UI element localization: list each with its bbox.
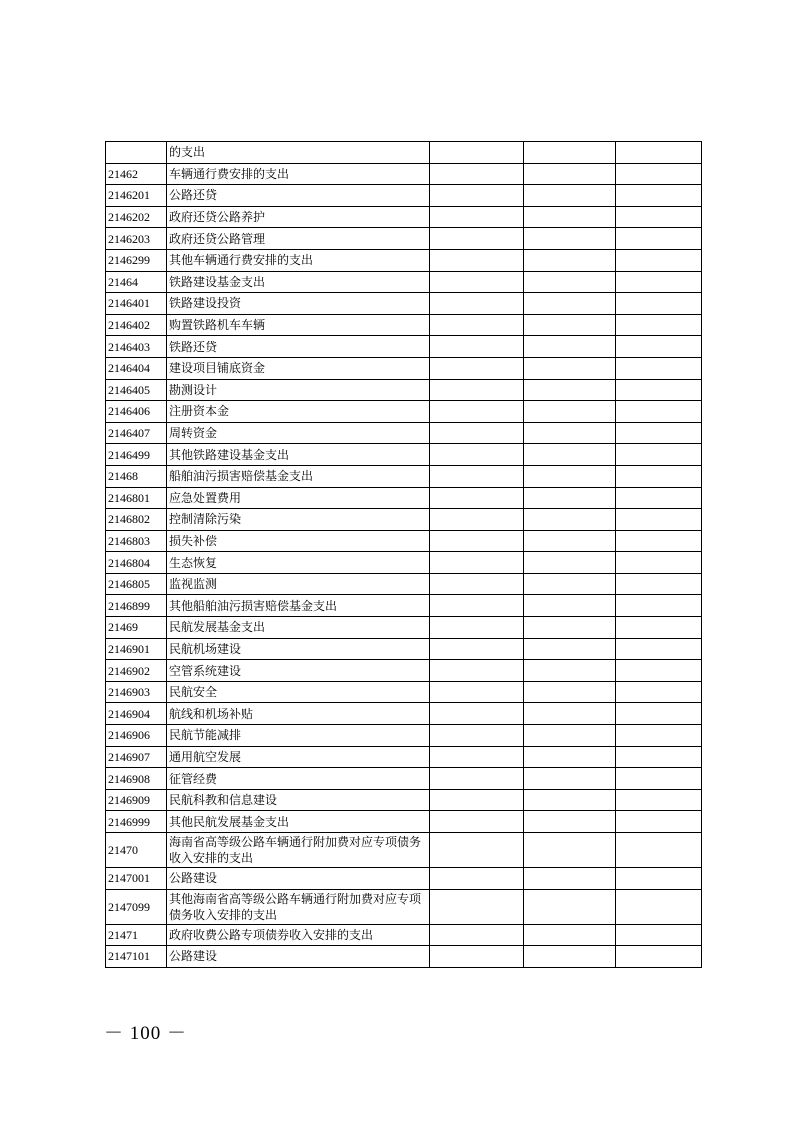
table-row [106, 228, 702, 250]
subject-name-cell: 购置铁路机车车辆 [167, 314, 430, 336]
amount-cell-3 [616, 868, 702, 890]
subject-name-cell: 注册资本金 [167, 401, 430, 423]
amount-cell-2 [524, 379, 616, 401]
subject-code-cell: 2146299 [106, 249, 167, 271]
table-row [106, 163, 702, 185]
amount-cell-2 [524, 163, 616, 185]
table-body [106, 142, 702, 968]
amount-cell-2 [524, 811, 616, 833]
subject-name-cell: 其他海南省高等级公路车辆通行附加费对应专项债务收入安排的支出 [167, 889, 430, 924]
table-row [106, 768, 702, 790]
subject-name-cell: 政府还贷公路管理 [167, 228, 430, 250]
amount-cell-1 [430, 703, 524, 725]
amount-cell-2 [524, 725, 616, 747]
subject-name-cell: 损失补偿 [167, 530, 430, 552]
table-row [106, 833, 702, 868]
page-number: － 100 － [104, 1023, 188, 1044]
amount-cell-3 [616, 271, 702, 293]
amount-cell-3 [616, 293, 702, 315]
amount-cell-3 [616, 617, 702, 639]
amount-cell-1 [430, 595, 524, 617]
table-row [106, 617, 702, 639]
amount-cell-2 [524, 789, 616, 811]
subject-code-cell: 2146803 [106, 530, 167, 552]
amount-cell-1 [430, 444, 524, 466]
subject-name-cell: 其他车辆通行费安排的支出 [167, 249, 430, 271]
amount-cell-1 [430, 163, 524, 185]
subject-name-cell: 民航发展基金支出 [167, 617, 430, 639]
table-row [106, 487, 702, 509]
amount-cell-3 [616, 703, 702, 725]
amount-cell-3 [616, 357, 702, 379]
amount-cell-3 [616, 465, 702, 487]
amount-cell-3 [616, 552, 702, 574]
amount-cell-3 [616, 746, 702, 768]
amount-cell-1 [430, 768, 524, 790]
amount-cell-1 [430, 206, 524, 228]
table-row [106, 142, 702, 164]
amount-cell-2 [524, 249, 616, 271]
amount-cell-1 [430, 336, 524, 358]
budget-expenditure-table [105, 141, 702, 968]
table-row [106, 660, 702, 682]
amount-cell-2 [524, 595, 616, 617]
amount-cell-2 [524, 206, 616, 228]
subject-code-cell: 2147001 [106, 868, 167, 890]
subject-code-cell: 2146899 [106, 595, 167, 617]
amount-cell-1 [430, 422, 524, 444]
subject-code-cell: 2146801 [106, 487, 167, 509]
amount-cell-2 [524, 638, 616, 660]
table-row [106, 638, 702, 660]
amount-cell-1 [430, 552, 524, 574]
amount-cell-3 [616, 638, 702, 660]
amount-cell-3 [616, 487, 702, 509]
amount-cell-1 [430, 573, 524, 595]
subject-name-cell: 空管系统建设 [167, 660, 430, 682]
subject-code-cell: 2146401 [106, 293, 167, 315]
subject-name-cell: 车辆通行费安排的支出 [167, 163, 430, 185]
amount-cell-1 [430, 293, 524, 315]
amount-cell-1 [430, 379, 524, 401]
subject-name-cell: 民航科教和信息建设 [167, 789, 430, 811]
subject-name-cell: 监视监测 [167, 573, 430, 595]
table-row [106, 271, 702, 293]
amount-cell-2 [524, 703, 616, 725]
amount-cell-2 [524, 422, 616, 444]
subject-name-cell: 通用航空发展 [167, 746, 430, 768]
subject-name-cell: 控制清除污染 [167, 509, 430, 531]
subject-name-cell: 建设项目铺底资金 [167, 357, 430, 379]
amount-cell-2 [524, 617, 616, 639]
subject-name-cell: 政府还贷公路养护 [167, 206, 430, 228]
amount-cell-3 [616, 509, 702, 531]
subject-code-cell: 2146902 [106, 660, 167, 682]
subject-name-cell: 勘测设计 [167, 379, 430, 401]
amount-cell-1 [430, 924, 524, 946]
amount-cell-3 [616, 142, 702, 164]
amount-cell-3 [616, 768, 702, 790]
subject-name-cell: 公路还贷 [167, 185, 430, 207]
amount-cell-3 [616, 228, 702, 250]
amount-cell-1 [430, 681, 524, 703]
subject-code-cell: 2146909 [106, 789, 167, 811]
subject-name-cell: 其他船舶油污损害赔偿基金支出 [167, 595, 430, 617]
amount-cell-1 [430, 833, 524, 868]
subject-name-cell: 民航节能减排 [167, 725, 430, 747]
amount-cell-1 [430, 889, 524, 924]
amount-cell-3 [616, 422, 702, 444]
amount-cell-1 [430, 530, 524, 552]
amount-cell-3 [616, 206, 702, 228]
table-row [106, 357, 702, 379]
table-row [106, 509, 702, 531]
table-row [106, 379, 702, 401]
amount-cell-2 [524, 293, 616, 315]
table-row [106, 249, 702, 271]
subject-code-cell: 2146999 [106, 811, 167, 833]
subject-code-cell: 2146903 [106, 681, 167, 703]
amount-cell-3 [616, 660, 702, 682]
subject-code-cell: 2147101 [106, 946, 167, 968]
amount-cell-1 [430, 357, 524, 379]
table-row [106, 552, 702, 574]
table-row [106, 703, 702, 725]
amount-cell-1 [430, 271, 524, 293]
amount-cell-2 [524, 228, 616, 250]
subject-code-cell: 21462 [106, 163, 167, 185]
amount-cell-2 [524, 573, 616, 595]
table-row [106, 924, 702, 946]
amount-cell-2 [524, 746, 616, 768]
amount-cell-2 [524, 336, 616, 358]
subject-name-cell: 铁路建设基金支出 [167, 271, 430, 293]
amount-cell-3 [616, 314, 702, 336]
amount-cell-2 [524, 660, 616, 682]
amount-cell-3 [616, 185, 702, 207]
amount-cell-3 [616, 725, 702, 747]
amount-cell-2 [524, 401, 616, 423]
amount-cell-3 [616, 444, 702, 466]
subject-code-cell: 21464 [106, 271, 167, 293]
amount-cell-1 [430, 487, 524, 509]
amount-cell-2 [524, 889, 616, 924]
subject-code-cell: 2146904 [106, 703, 167, 725]
amount-cell-3 [616, 811, 702, 833]
amount-cell-1 [430, 789, 524, 811]
subject-code-cell: 21471 [106, 924, 167, 946]
table-row [106, 465, 702, 487]
amount-cell-3 [616, 924, 702, 946]
amount-cell-1 [430, 142, 524, 164]
amount-cell-2 [524, 271, 616, 293]
amount-cell-3 [616, 336, 702, 358]
subject-name-cell: 航线和机场补贴 [167, 703, 430, 725]
subject-code-cell: 2146407 [106, 422, 167, 444]
amount-cell-1 [430, 868, 524, 890]
table-row [106, 401, 702, 423]
amount-cell-3 [616, 379, 702, 401]
subject-name-cell: 民航安全 [167, 681, 430, 703]
table-row [106, 530, 702, 552]
amount-cell-3 [616, 946, 702, 968]
subject-code-cell: 2147099 [106, 889, 167, 924]
amount-cell-2 [524, 487, 616, 509]
table-row [106, 681, 702, 703]
amount-cell-2 [524, 768, 616, 790]
subject-name-cell: 公路建设 [167, 946, 430, 968]
subject-code-cell: 2146203 [106, 228, 167, 250]
amount-cell-1 [430, 811, 524, 833]
amount-cell-2 [524, 552, 616, 574]
amount-cell-2 [524, 444, 616, 466]
amount-cell-2 [524, 314, 616, 336]
table-row [106, 595, 702, 617]
amount-cell-1 [430, 638, 524, 660]
subject-name-cell: 民航机场建设 [167, 638, 430, 660]
subject-code-cell: 2146201 [106, 185, 167, 207]
subject-code-cell: 2146802 [106, 509, 167, 531]
subject-name-cell: 周转资金 [167, 422, 430, 444]
amount-cell-3 [616, 163, 702, 185]
subject-name-cell: 船舶油污损害赔偿基金支出 [167, 465, 430, 487]
subject-code-cell: 2146804 [106, 552, 167, 574]
subject-name-cell: 应急处置费用 [167, 487, 430, 509]
amount-cell-2 [524, 681, 616, 703]
subject-name-cell: 政府收费公路专项债券收入安排的支出 [167, 924, 430, 946]
subject-code-cell: 21470 [106, 833, 167, 868]
table-row [106, 185, 702, 207]
table-row [106, 573, 702, 595]
subject-name-cell: 其他民航发展基金支出 [167, 811, 430, 833]
table-row [106, 889, 702, 924]
subject-code-cell [106, 142, 167, 164]
subject-code-cell: 2146906 [106, 725, 167, 747]
amount-cell-1 [430, 946, 524, 968]
table-row [106, 314, 702, 336]
amount-cell-1 [430, 249, 524, 271]
subject-code-cell: 2146202 [106, 206, 167, 228]
table-row [106, 789, 702, 811]
amount-cell-1 [430, 509, 524, 531]
subject-code-cell: 2146499 [106, 444, 167, 466]
amount-cell-2 [524, 833, 616, 868]
amount-cell-1 [430, 401, 524, 423]
subject-code-cell: 21468 [106, 465, 167, 487]
amount-cell-3 [616, 401, 702, 423]
table-row [106, 746, 702, 768]
table-row [106, 336, 702, 358]
amount-cell-1 [430, 660, 524, 682]
amount-cell-2 [524, 357, 616, 379]
amount-cell-3 [616, 789, 702, 811]
table-row [106, 293, 702, 315]
subject-name-cell: 公路建设 [167, 868, 430, 890]
amount-cell-1 [430, 746, 524, 768]
subject-name-cell: 征管经费 [167, 768, 430, 790]
subject-code-cell: 2146907 [106, 746, 167, 768]
subject-code-cell: 2146405 [106, 379, 167, 401]
amount-cell-2 [524, 142, 616, 164]
subject-code-cell: 2146805 [106, 573, 167, 595]
subject-code-cell: 2146901 [106, 638, 167, 660]
amount-cell-2 [524, 465, 616, 487]
subject-name-cell: 铁路还贷 [167, 336, 430, 358]
amount-cell-1 [430, 617, 524, 639]
amount-cell-2 [524, 946, 616, 968]
subject-code-cell: 2146908 [106, 768, 167, 790]
subject-code-cell: 2146406 [106, 401, 167, 423]
table-row [106, 206, 702, 228]
amount-cell-3 [616, 681, 702, 703]
amount-cell-3 [616, 573, 702, 595]
amount-cell-2 [524, 509, 616, 531]
amount-cell-2 [524, 868, 616, 890]
subject-name-cell: 其他铁路建设基金支出 [167, 444, 430, 466]
amount-cell-1 [430, 228, 524, 250]
table-row [106, 811, 702, 833]
table-row [106, 422, 702, 444]
amount-cell-3 [616, 595, 702, 617]
subject-name-cell: 的支出 [167, 142, 430, 164]
table-row [106, 946, 702, 968]
amount-cell-3 [616, 249, 702, 271]
amount-cell-3 [616, 530, 702, 552]
amount-cell-3 [616, 833, 702, 868]
amount-cell-2 [524, 530, 616, 552]
table-row [106, 725, 702, 747]
subject-code-cell: 21469 [106, 617, 167, 639]
amount-cell-2 [524, 924, 616, 946]
subject-name-cell: 铁路建设投资 [167, 293, 430, 315]
amount-cell-3 [616, 889, 702, 924]
subject-code-cell: 2146404 [106, 357, 167, 379]
amount-cell-1 [430, 185, 524, 207]
table-row [106, 444, 702, 466]
subject-code-cell: 2146402 [106, 314, 167, 336]
subject-name-cell: 生态恢复 [167, 552, 430, 574]
amount-cell-2 [524, 185, 616, 207]
table-row [106, 868, 702, 890]
amount-cell-1 [430, 465, 524, 487]
subject-code-cell: 2146403 [106, 336, 167, 358]
amount-cell-1 [430, 725, 524, 747]
amount-cell-1 [430, 314, 524, 336]
subject-name-cell: 海南省高等级公路车辆通行附加费对应专项债务收入安排的支出 [167, 833, 430, 868]
